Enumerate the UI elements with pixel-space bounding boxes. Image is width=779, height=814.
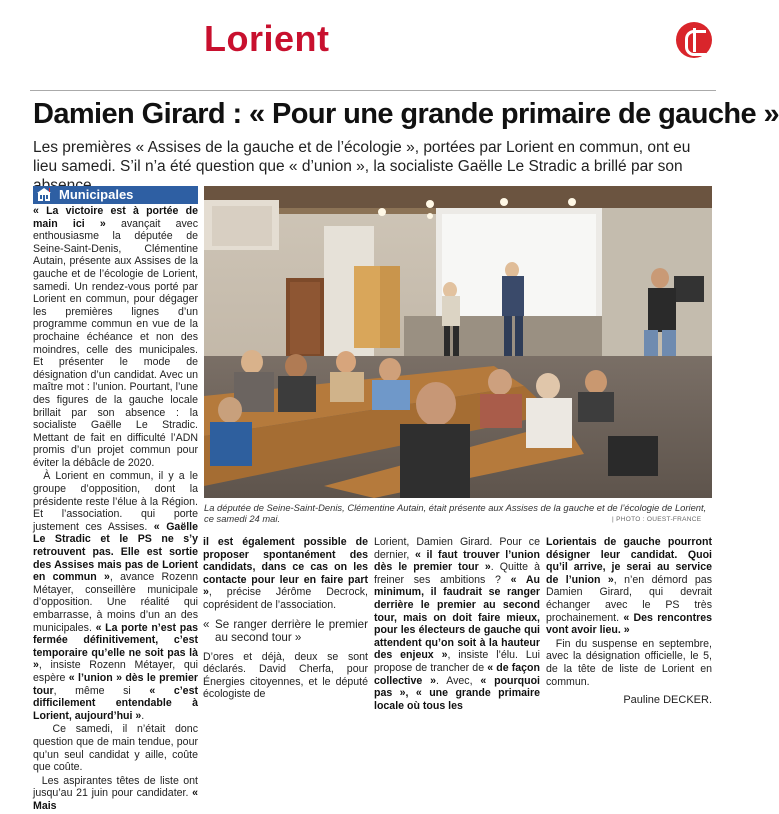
section-city-title: Lorient	[204, 18, 330, 59]
rubric-label: Municipales	[59, 187, 134, 202]
article-column-4: Lorientais de gauche pourront désigner leur candidat. Quoi qu’il arrive, je serai au service de l’union », n’en démord pas Damien Girard, qui devrait échanger avec le PS très prochainement. « Des rencontres vont avoir lieu. » Fin du suspense en septembre, avec la désignation officielle, le 5, de la tête de liste de Lorient en commun. Pauline DECKER.	[546, 536, 713, 707]
divider	[30, 90, 716, 91]
article-lede: Les premières « Assises de la gauche et de l’écologie », portées par Lorient en commun, ont eu lieu samedi. S’il n’a été question que « d’union », la socialiste Gaëlle Le Stradic a brillé par son	[33, 139, 691, 175]
author-signature: Pauline DECKER.	[623, 694, 712, 707]
pull-quote: « Se ranger derrière le premier au second tour »	[203, 618, 368, 645]
article-photo	[204, 186, 712, 498]
article-column-2: il est également possible de proposer spontanément des candidats, dans ce cas on les contacte pour leur en faire part », précise Jérôme Decrock, coprésident de l’association. « Se ranger derrière le premier au second tour » D’ores et déjà, deux se sont déclarés. David Cherfa, pour Énergies citoyennes, et le député écologiste de	[203, 536, 368, 702]
article-headline: Damien Girard : « Pour une grande primaire de gauche »	[33, 98, 779, 130]
conference-room-image	[204, 186, 712, 498]
rubric-banner	[33, 186, 198, 204]
article-column-3: Lorient, Damien Girard. Pour ce dernier, « il faut trouver l’union dès le premier tour ». Quitte à freiner ses ambitions ? « Au minimum, il faudrait se ranger derrière le premier au second tour, mais on doit faire mieux, pour les électeurs de gauche qui attendent qu’on soit à la hauteur des enjeux », insiste l’élu. Lui propose de trancher de « de façon collective ». Avec, « pourquoi pas », « une grande primaire locale où tous les	[374, 536, 540, 712]
newspaper-logo-icon	[676, 22, 712, 58]
masthead	[0, 0, 716, 86]
photo-caption: La députée de Seine-Saint-Denis, Clémentine Autain, était présente aux Assises de la gauche et de l’écologie de Lorient, ce samedi 24 mai.	[204, 502, 707, 524]
article-column-1: « La victoire est à portée de main ici » avançait avec enthousiasme la députée de Seine-Saint-Denis, Clémentine Autain, présente aux Assises de la gauche et de l’écologie de Lorient, samedi. Un rendez-vous porté par Lorient en commun, pour dégager les premières lignes d’un programme commun en vue de la prochaine échéance et non des moindres, celle des municipales. Et présenter le mode de désignation d’un candidat. Avec un maître mot : l’union. Pourtant, l’une des figures de la gauche locale brillait par son absence : la socialiste Gaëlle Le Stradic. Mettant de fait en difficulté l’ADN promis d’un projet commun pour éviter la débâcle de 2020. À Lorient en commun, il y a le groupe d’opposition, dont la présidente reste l’élue à la Région. Et l’association. qui porte justement ces Assises. « Gaëlle Le Stradic et le PS ne s’y retrouvent pas. Elle est sortie des Assises mais pas de Lorient en commun », avance Rozenn Métayer, conseillère municipale d’opposition. Une réalité qui embarrasse, à moins d’un an des municipales. « La porte n’est pas fermée définitivement, c’est temporaire qu’elle ne soit pas là », insiste Rozenn Métayer, qui espère « l’union » dès le premier tour, même si « c’est difficilement entendable à Lorient, aujourd’hui ». Ce samedi, il n’était donc question que de main tendue, pour qu’un seul candidat y aille, coûte que coûte. Les aspirantes têtes de liste ont jusqu’au 21 juin pour candidater. « Mais	[33, 205, 198, 812]
town-hall-icon	[37, 188, 51, 202]
photo-credit: | PHOTO : OUEST-FRANCE	[612, 516, 702, 523]
